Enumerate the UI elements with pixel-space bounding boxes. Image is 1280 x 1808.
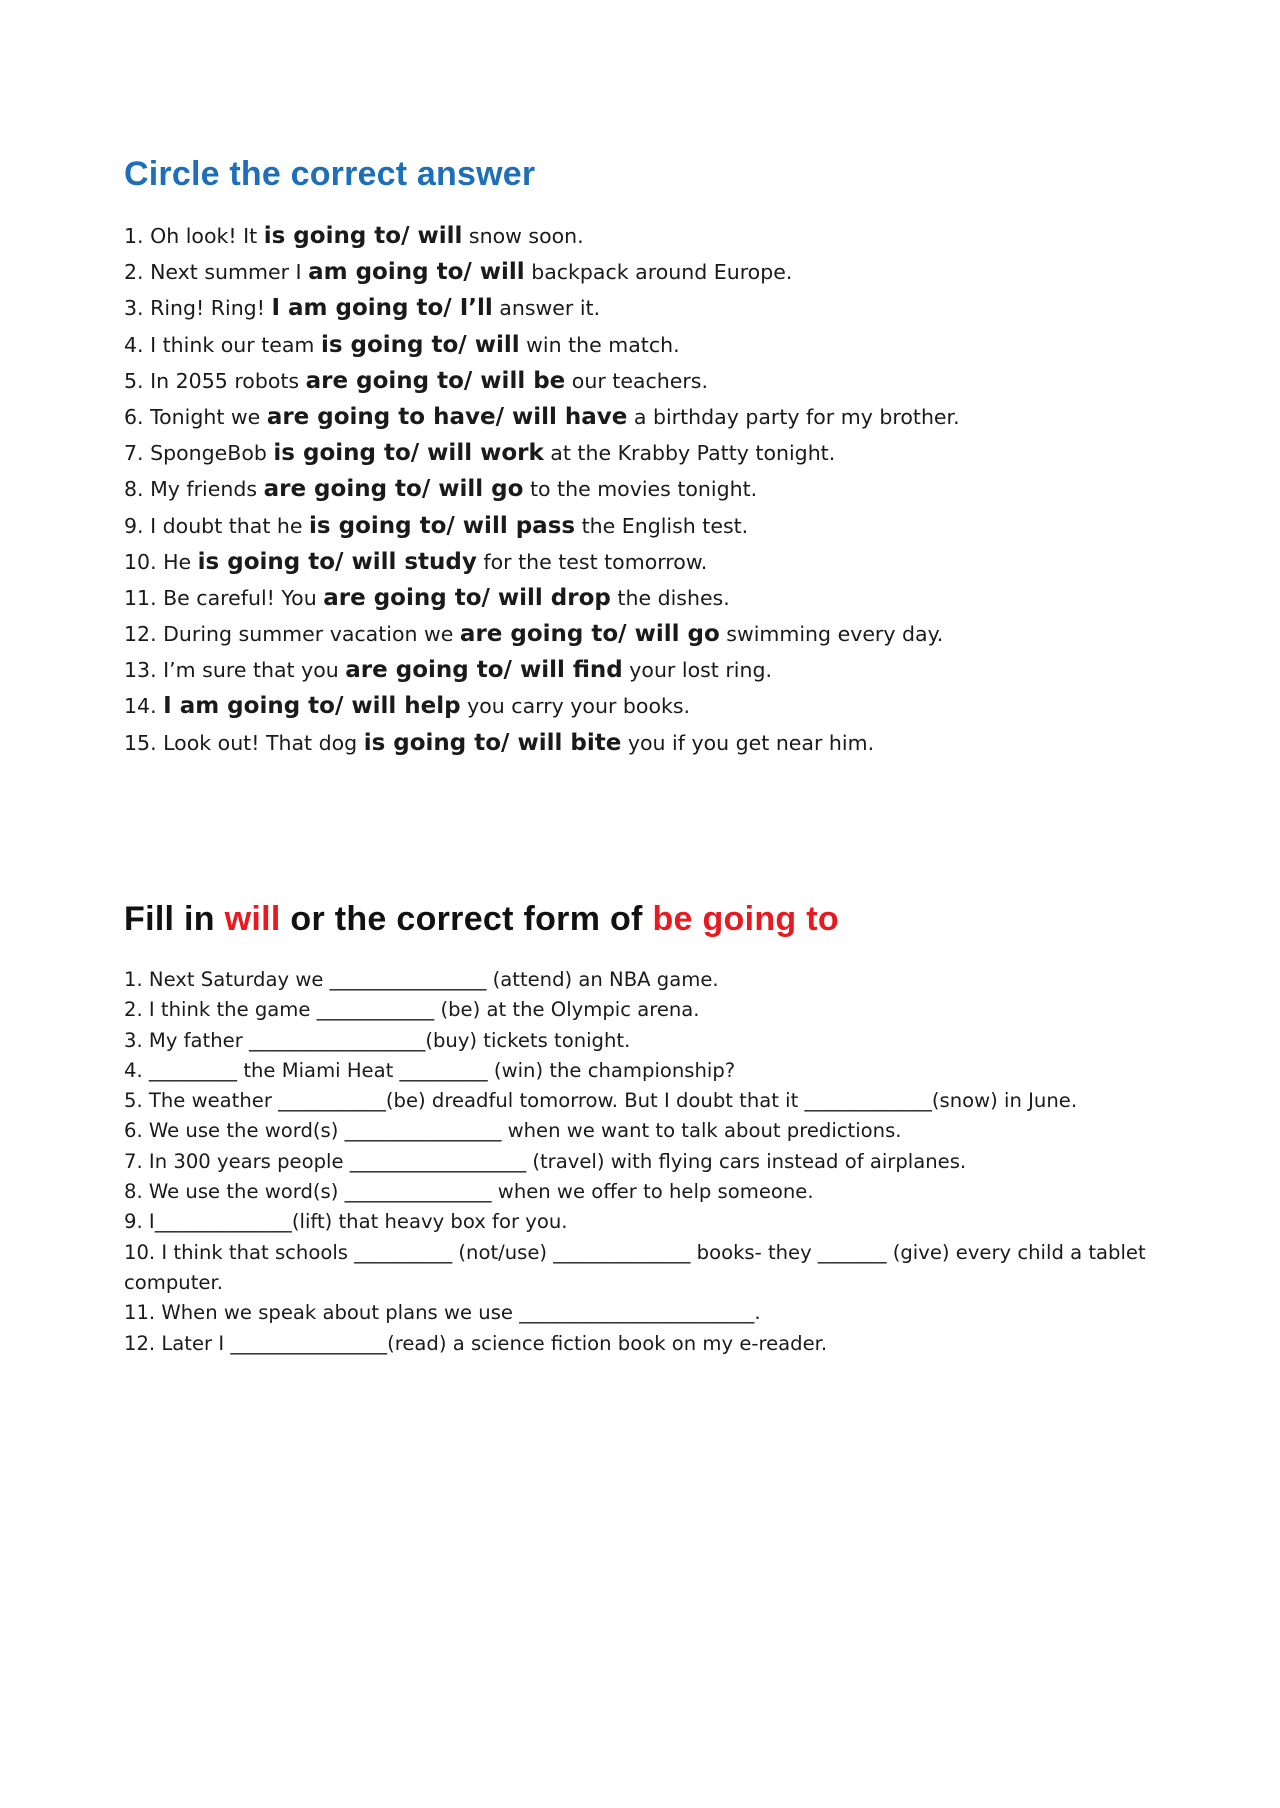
list-item: 7. SpongeBob is going to/ will work at the Krabby Patty tonight. xyxy=(124,440,836,467)
list-item: 4. I think our team is going to/ will win the match. xyxy=(124,331,680,358)
circle-answer-section xyxy=(124,150,1184,777)
list-item: 11. When we speak about plans we use ________________________. xyxy=(124,1301,761,1325)
list-item: 5. The weather ___________(be) dreadful tomorrow. But I doubt that it _____________(snow) in June. xyxy=(124,1089,1078,1113)
list-item: 2. I think the game ____________ (be) at the Olympic arena. xyxy=(124,998,700,1022)
list-item: 14. I am going to/ will help you carry your books. xyxy=(124,693,691,720)
section1-title: Circle the correct answer xyxy=(124,155,536,193)
list-item: 1. Oh look! It is going to/ will snow soon. xyxy=(124,223,584,249)
list-item: 13. I’m sure that you are going to/ will find your lost ring. xyxy=(124,657,772,684)
list-item: 12. During summer vacation we are going to/ will go swimming every day. xyxy=(124,621,944,648)
list-item: 3. My father __________________(buy) tickets tonight. xyxy=(124,1028,631,1052)
list-item: 12. Later I ________________(read) a science fiction book on my e-reader. xyxy=(124,1331,828,1355)
list-item: 6. Tonight we are going to have/ will have a birthday party for my brother. xyxy=(124,403,960,430)
list-item: 8. My friends are going to/ will go to the movies tonight. xyxy=(124,476,758,503)
list-item: 1. Next Saturday we ________________ (attend) an NBA game. xyxy=(124,968,719,991)
list-item: 7. In 300 years people __________________ (travel) with flying cars instead of airplanes. xyxy=(124,1149,967,1173)
list-item: 5. In 2055 robots are going to/ will be our teachers. xyxy=(124,367,708,394)
list-item: 6. We use the word(s) ________________ when we want to talk about predictions. xyxy=(124,1119,902,1143)
fill-in-list xyxy=(124,965,1184,1359)
list-item: 10. I think that schools __________ (not/use) ______________ books- they _______ (give) every child a tablet computer. xyxy=(124,1240,1146,1294)
list-item: 15. Look out! That dog is going to/ will bite you if you get near him. xyxy=(124,729,875,756)
section2-title: Fill in will or the correct form of be going to xyxy=(124,900,839,938)
list-item: 9. I______________(lift) that heavy box for you. xyxy=(124,1210,568,1234)
list-item: 10. He is going to/ will study for the test tomorrow. xyxy=(124,548,708,575)
circle-answer-list xyxy=(124,218,1184,761)
list-item: 4. _________ the Miami Heat _________ (win) the championship? xyxy=(124,1058,736,1082)
list-item: 8. We use the word(s) _______________ when we offer to help someone. xyxy=(124,1180,814,1204)
list-item: 9. I doubt that he is going to/ will pass the English test. xyxy=(124,512,749,539)
list-item: 3. Ring! Ring! I am going to/ I’ll answer it. xyxy=(124,295,601,322)
fill-in-section xyxy=(124,895,1184,1375)
list-item: 2. Next summer I am going to/ will backpack around Europe. xyxy=(124,259,793,286)
list-item: 11. Be careful! You are going to/ will drop the dishes. xyxy=(124,584,730,611)
